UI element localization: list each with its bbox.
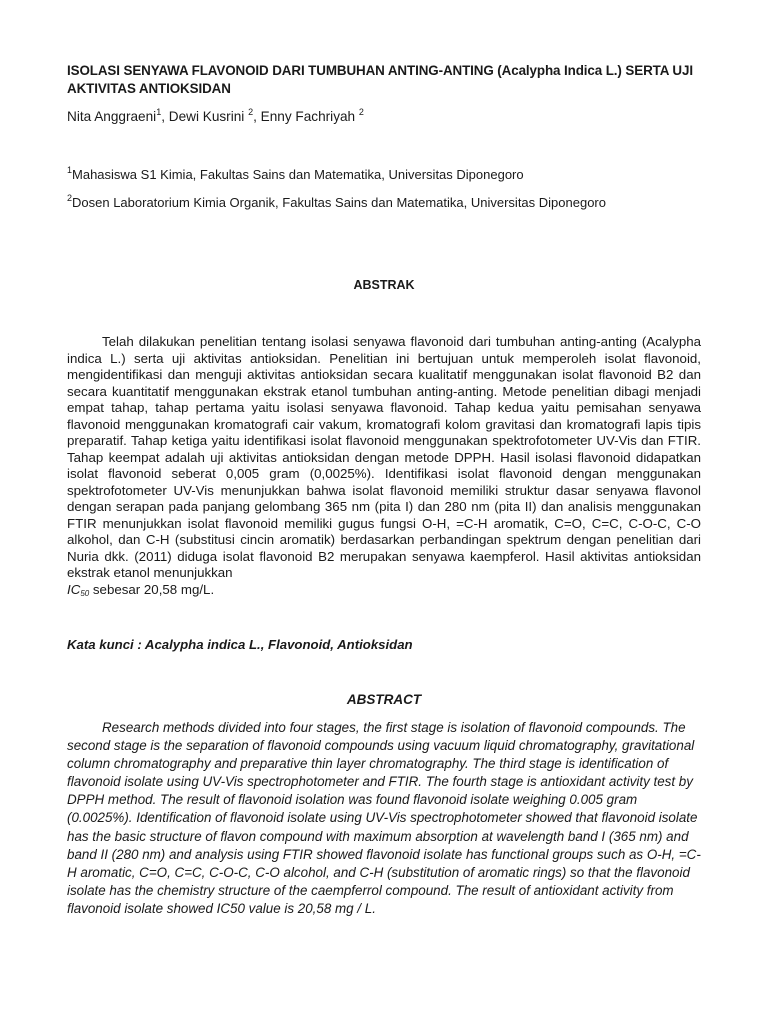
author-name: Enny Fachriyah: [260, 109, 359, 124]
author-separator: ,: [253, 109, 261, 124]
ic-subscript: 50: [80, 588, 90, 598]
affiliation-mark: 1: [67, 165, 73, 175]
affiliation-mark: 2: [67, 193, 73, 203]
abstrak-heading: ABSTRAK: [353, 278, 415, 292]
paper-title: ISOLASI SENYAWA FLAVONOID DARI TUMBUHAN ANTING-ANTING (Acalypha Indica L.) SERTA UJI AKTIVITAS ANTIOKSIDAN: [67, 63, 693, 96]
affiliation-text: Dosen Laboratorium Kimia Organik, Fakultas Sains dan Matematika, Universitas Diponegoro: [72, 195, 606, 210]
author-name: Nita Anggraeni: [67, 109, 157, 124]
abstract-body: Research methods divided into four stages, the first stage is isolation of flavonoid compounds. The second stage is the separation of flavonoid compounds using vacuum liquid chromatography, gravitational column chromatography and preparative thin layer chromatography. The third stage is identification of flavonoid isolate using UV-Vis spectrophotometer and FTIR. The fourth stage is antioxidant activity test by DPPH method. The result of flavonoid isolation was found flavonoid isolate weighing 0.005 gram (0.0025%). Identification of flavonoid isolate using UV-Vis spectrophotometer showed that flavonoid isolate has the basic structure of flavon compound with maximum absorption at wavelength band I (365 nm) and band II (280 nm) and analysis using FTIR showed flavonoid isolate has functional groups such as O-H, =C-H aromatic, C=O, C=C, C-O-C, C-O alcohol, and C-H (substitution of aromatic rings) so that the flavonoid isolate has the chemistry structure of the caempferrol compound. The result of antioxidant activity from flavonoid isolate showed IC50 value is 20,58 mg / L.: [67, 720, 701, 916]
author-affiliation-mark: 2: [248, 107, 254, 117]
author-list: [67, 108, 364, 126]
abstrak-body: [67, 334, 701, 602]
author-separator: ,: [161, 109, 169, 124]
ic50-value: sebesar 20,58 mg/L.: [89, 581, 215, 597]
affiliation-2: [67, 194, 606, 212]
author-name: Dewi Kusrini: [168, 109, 249, 124]
author-affiliation-mark: 1: [156, 107, 162, 117]
affiliation-1: [67, 166, 524, 184]
keywords: Kata kunci : Acalypha indica L., Flavonoid, Antioksidan: [67, 637, 413, 652]
author-affiliation-mark: 2: [358, 107, 364, 117]
ic50-label: [67, 582, 89, 597]
ic-label: IC: [67, 581, 81, 597]
abstract-heading: ABSTRACT: [346, 692, 422, 707]
abstrak-text: Telah dilakukan penelitian tentang isolasi senyawa flavonoid dari tumbuhan anting-anting (Acalypha indica L.) serta uji aktivitas antioksidan. Penelitian ini bertujuan untuk memperoleh isolat flavonoid, mengidentifikasi dan menguji aktivitas antioksidan secara kualitatif menggunakan isolat flavonoid B2 dan secara kuantitatif menggunakan ekstrak etanol tumbuhan anting-anting. Metode penelitian dibagi menjadi empat tahap, tahap pertama yaitu isolasi senyawa flavonoid. Tahap kedua yaitu pemisahan senyawa flavonoid menggunakan kromatografi cair vakum, kromatografi kolom gravitasi dan kromatografi lapis tipis preparatif. Tahap ketiga yaitu identifikasi isolat flavonoid menggunakan spektrofotometer UV-Vis dan FTIR. Tahap keempat adalah uji aktivitas antioksidan dengan metode DPPH. Hasil isolasi flavonoid didapatkan isolat flavonoid seberat 0,005 gram (0,0025%). Identifikasi isolat flavonoid dengan menggunakan spektrofotometer UV-Vis menunjukkan bahwa isolat flavonoid memiliki struktur dasar senyawa flavonol dengan serapan pada panjang gelombang 365 nm (pita I) dan 280 nm (pita II) dan analisis menggunakan FTIR menunjukkan isolat flavonoid memiliki gugus fungsi O-H, =C-H aromatik, C=O, C=C, C-O-C, C-O alkohol, dan C-H (substitusi cincin aromatik) berdasarkan perbandingan spektrum dengan penelitian dari Nuria dkk. (2011) diduga isolat flavonoid B2 merupakan senyawa kaempferol. Hasil aktivitas antioksidan ekstrak etanol menunjukkan: [67, 334, 701, 580]
affiliation-text: Mahasiswa S1 Kimia, Fakultas Sains dan Matematika, Universitas Diponegoro: [72, 167, 524, 182]
